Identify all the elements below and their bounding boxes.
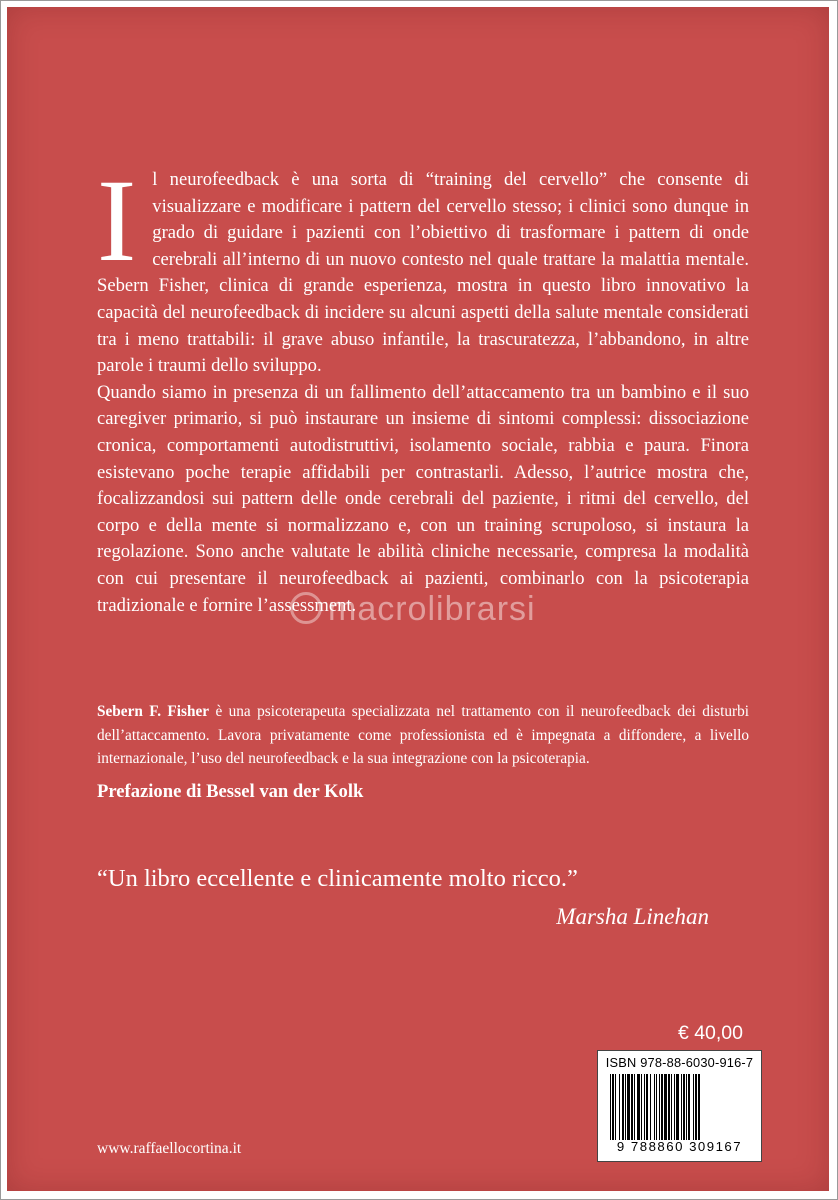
publisher-website[interactable]: www.raffaellocortina.it <box>97 1140 242 1157</box>
author-bio <box>97 700 749 771</box>
author-bio-text: è una psicoterapeuta specializzata nel trattamento con il neurofeedback dei disturbi dell’attaccamento. Lavora privatamente come professionista ed è impegnata a diffondere, a livello internazionale, l’uso del neurofeedback e la sua integrazione con la psicoterapia. <box>97 703 750 767</box>
isbn-label: ISBN 978-88-6030-916-7 <box>605 1055 754 1070</box>
watermark-logo-icon <box>290 592 322 624</box>
preface-credit: Prefazione di Bessel van der Kolk <box>97 781 364 802</box>
book-blurb <box>97 155 749 619</box>
watermark-text: macrolibrarsi <box>328 590 536 628</box>
ean-number: 9 788860 309167 <box>616 1139 743 1154</box>
barcode <box>597 1050 762 1162</box>
drop-cap: I <box>97 155 137 286</box>
blurb-paragraph-2: Quando siamo in presenza di un fallimento dell’attaccamento tra un bambino e il suo caregiver primario, si può instaurare un insieme di sintomi complessi: dissociazione cronica, comportamenti autodistruttivi, isolamento sociale, rabbia e paura. Finora esistevano poche terapie affidabili per contrastarli. Adesso, l’autrice mostra che, focalizzandosi sui pattern delle onde cerebrali del paziente, i ritmi del cervello, del corpo e della mente si normalizzano e, con un training scrupoloso, si instaura la regolazione. Sono anche valutate le abilità cliniche necessarie, compresa la modalità con cui presentare il neurofeedback ai pazienti, combinarlo con la psicoterapia tradizionale e fornire l’assessment. <box>97 381 749 616</box>
endorsement-author: Marsha Linehan <box>556 904 709 929</box>
barcode-bars-icon <box>608 1074 751 1140</box>
blurb-paragraph-1 <box>97 155 749 380</box>
author-name: Sebern F. Fisher <box>97 703 210 720</box>
blurb-text-1: l neurofeedback è una sorta di “training del cervello” che consente di visualizzare e modificare i pattern del cervello stesso; i clinici sono dunque in grado di guidare i pazienti con l’obiettivo di trasformare i pattern di onde cerebrali all’interno di un nuovo contesto nel quale trattare la malattia mentale. Sebern Fisher, clinica di grande esperienza, mostra in questo libro innovativo la capacità del neurofeedback di incidere su alcuni aspetti della salute mentale considerati tra i meno trattabili: il grave abuso infantile, la trascuratezza, l’abbandono, in altre parole i traumi dello sviluppo. <box>97 169 749 377</box>
back-cover <box>7 7 829 1191</box>
watermark <box>290 590 536 629</box>
price: € 40,00 <box>677 1022 743 1044</box>
endorsement-quote: “Un libro eccellente e clinicamente molto ricco.” <box>97 865 578 892</box>
